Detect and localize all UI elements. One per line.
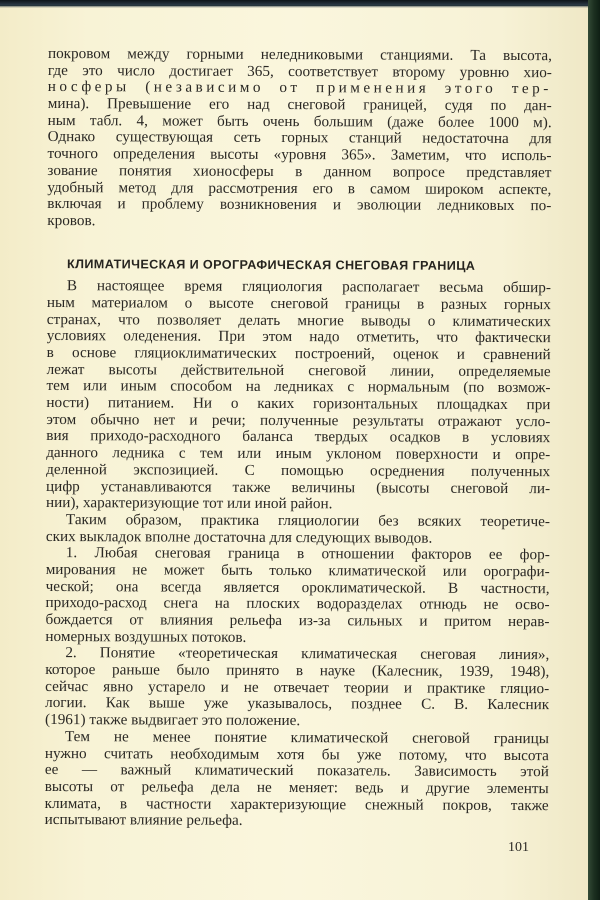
text-line: зование понятия хионосферы в данном вопросе представляет [47,161,552,182]
text-line: где это число достигает 365, соответствует второму уровню хио- [47,61,552,81]
text-line: которое раньше было принято в науке (Калесник, 1939, 1948), [45,661,550,681]
section-heading: КЛИМАТИЧЕСКАЯ И ОРОГРАФИЧЕСКАЯ СНЕГОВАЯ ГРАНИЦА [67,256,476,273]
text-line: В настоящее время гляциология располагает весьма обшир- [66,277,551,297]
paragraph [46,512,550,548]
text-line: Однако существующая сеть горных станций недостаточна для [47,128,552,148]
text-line: деленной экспозицией. С помощью осреднения полученных [46,460,551,481]
text-line: тем или иным способом на ледниках с нормальным (по возмож- [46,377,551,397]
paragraph-continuation [47,46,552,232]
numbered-item-2 [45,645,549,731]
paragraph [46,278,551,514]
text-line: Тем не менее понятие климатической снеговой границы [64,727,550,748]
text-line: ских выкладок вполне достаточна для следующих выводов. [45,527,433,547]
page-number: 101 [508,840,529,855]
text-line: странах, что позволяет делать многие выводы о климатических [46,310,551,330]
text-line: 2. Понятие «теоретическая климатическая снеговая линия», [65,644,550,664]
text-line: лежат высоты действительной снеговой линии, определяемые [46,360,551,380]
text-line: ности) питанием. Ни о каких горизонтальных площадках при [46,394,551,414]
text-line: вия приходо-расходного баланса твердых осадков в условиях [46,427,551,447]
text-line: нии), характеризующие тот или иной район. [45,494,333,513]
text-line: мирования не может быть только климатической или орографи- [45,560,550,581]
text-line: данного ледника с тем или иным уклоном поверхности и опре- [46,444,551,464]
book-cover-edge [588,0,600,900]
page-text [45,46,552,831]
paragraph [45,729,549,831]
text-line: 1. Любая снеговая граница в отношении факторов ее фор- [65,544,550,564]
text-line: удобный метод для рассмотрения его в самом широком аспекте, [47,178,552,198]
text-line: Таким образом, практика гляциологии без всяких теоретиче- [65,510,550,531]
text-line: кровов. [47,211,96,230]
numbered-item-1 [45,545,549,647]
text-line: условиях оледенения. При этом надо отметить, что фактически [46,327,551,347]
text-line: нужно считать необходимым хотя бы уже потому, что высота [44,744,549,764]
text-line: точного определения высоты «уровня 365». Заметим, что исполь- [47,145,552,165]
text-line: этом обычно нет и речи; полученные результаты отражают усло- [46,410,551,430]
text-line: испытывают влияние рельефа. [44,811,243,830]
text-line: покровом между горными неледниковыми станциями. Та высота, [47,45,552,65]
text-line: ее — важный климатический показатель. Зависимость этой [44,761,549,781]
text-line: бождается от влияния рельефа из-за сильных и притом нерав- [45,611,550,631]
text-line: ческой; она всегда является ороклиматической. В частности, [45,577,550,597]
text-line: сейчас явно устарело и не отвечает теории и практике гляцио- [45,677,550,697]
scan-top-edge [0,0,600,8]
text-line: включая и проблему возникновения и эволюции ледниковых по- [47,195,552,215]
text-line: в основе гляциоклиматических построений, оценок и сравнений [46,344,551,364]
text-line: логии. Как выше уже указывалось, позднее С. В. Калесник [45,694,550,714]
text-line: номерных воздушных потоков. [45,627,247,646]
text-line: климата, в частности характеризующие снежный покров, также [44,794,549,814]
text-line: цифр устанавливаются также величины (высоты снеговой ли- [46,477,551,497]
text-line: ным табл. 4, может быть очень большим (даже более 1000 м). [47,111,552,131]
text-line: приходо-расход снега на плоских водоразделах отнюдь не осво- [45,594,550,614]
text-line: ным материалом о высоте снеговой границы в разных горных [46,293,551,314]
text-line: носферы (независимо от применения этого тер- [47,78,552,98]
text-line: высоты от рельефа дела не меняет: ведь и другие элементы [44,777,549,798]
text-line: (1961) также выдвигает это положение. [45,711,301,730]
book-page [0,6,588,900]
text-line: мина). Превышение его над снеговой границей, судя по дан- [47,95,552,115]
